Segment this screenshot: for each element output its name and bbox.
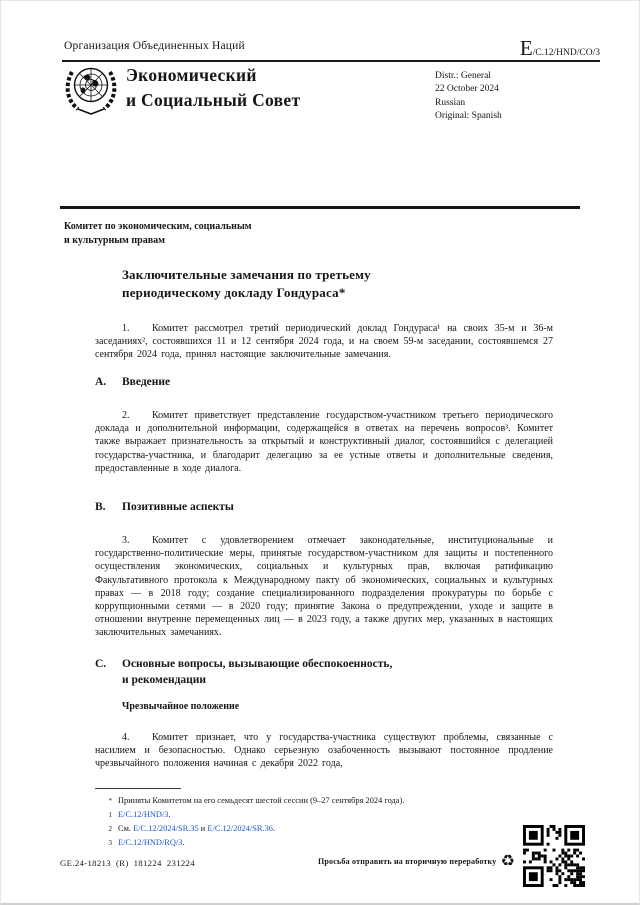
un-organization-name: Организация Объединенных Наций (64, 40, 245, 52)
paragraph-1-text: Комитет рассмотрел третий периодический доклад Гондураса¹ на своих 35-м и 36-м заседаниях², состоявшихся 11 и 12 сентября 2024 года, и на своем 59-м заседании, состоявшемся 27 сентября 2024 года, принял настоящие заключительные замечания. (95, 323, 553, 361)
paragraph-4-text: Комитет признает, что у государства-участника существуют проблемы, связанные с насилием и безопасностью. Однако серьезную озабоченность вызывают постоянное продление чрезвычайного положения начиная с декабря 2022 года, (95, 732, 553, 770)
section-c-letter: C. (95, 658, 107, 670)
footnote-marker: 2 (108, 825, 112, 833)
section-c-title (122, 657, 392, 688)
section-a-letter: A. (95, 376, 107, 388)
paragraph-1 (95, 322, 553, 362)
committee-name-line2: и культурным правам (64, 234, 165, 246)
council-title-line2: и Социальный Совет (126, 90, 301, 110)
paragraph-4 (95, 731, 553, 771)
document-title-line1: Заключительные замечания по третьему (122, 267, 371, 282)
footnote-text (118, 808, 171, 822)
distr-type: Distr.: General (435, 71, 491, 81)
section-b-heading (95, 500, 535, 516)
footnote-* (95, 794, 565, 808)
paragraph-3 (95, 534, 553, 640)
footnote-plain-text: . (273, 824, 276, 833)
recycle-icon: ♻ (500, 851, 515, 870)
section-c-title-line1: Основные вопросы, вызывающие обеспокоенность, (122, 658, 393, 670)
distribution-block (435, 70, 502, 123)
recycle-notice (318, 853, 515, 869)
council-title (126, 63, 300, 113)
footnotes (95, 794, 565, 850)
paragraph-2 (95, 409, 553, 475)
un-emblem-icon (62, 64, 120, 123)
footnote-separator (95, 788, 181, 789)
section-a-title: Введение (122, 376, 171, 388)
document-link[interactable]: E/C.12/2024/SR.35 (133, 824, 199, 833)
footnote-plain-text: . (182, 838, 185, 847)
paragraph-2-number: 2. (122, 410, 130, 421)
document-title-line2: периодическому докладу Гондураса* (122, 284, 346, 300)
ge-number: GE.24-18213 (R) 181224 231224 (60, 858, 195, 868)
document-link[interactable]: E/C.12/HND/3 (118, 810, 169, 819)
footnote-plain-text: . (168, 810, 171, 819)
document-symbol (520, 36, 600, 61)
subheading-state-of-emergency: Чрезвычайное положение (122, 701, 240, 712)
masthead-thick-rule (60, 206, 580, 209)
recycle-text: Просьба отправить на вторичную переработку (317, 856, 497, 866)
document-link[interactable]: E/C.12/2024/SR.36 (207, 824, 273, 833)
document-title (122, 266, 562, 301)
paragraph-3-text: Комитет с удовлетворением отмечает законодательные, институциональные и государственно-политические меры, принятые государством-участником для защиты и постепенного осуществления экономических, социальных и культурных прав, включая ратификацию Факультативного протокола к Международному пакту об экономических, социальных и культурных правах — в 2018 году; создание специализированного подразделения прокуратуры по борьбе с коррупционными сетями — в 2020 году; принятие Закона о предупреждении, уходе и защите в отношении внутренне перемещенных лиц — в 2023 году, а также других мер, указанных в настоящих заключительных замечаниях. (95, 535, 553, 639)
paragraph-1-number: 1. (122, 323, 130, 334)
paragraph-2-text: Комитет приветствует представление государством-участником третьего периодического доклада и дополнительной информации, содержащейся в ответах на перечень вопросов³. Комитет также выражает признательность за открытый и конструктивный диалог, состоявшийся с делегацией государства-участника, и благодарит делегацию за ее устные ответы и дополнительные сведения, предоставленные в ходе диалога. (95, 410, 553, 474)
paragraph-3-number: 3. (122, 535, 130, 546)
committee-name (64, 220, 252, 247)
header-rule (62, 60, 600, 62)
footnote-marker: 1 (108, 811, 112, 819)
qr-code (523, 825, 585, 887)
section-a-heading (95, 375, 535, 391)
section-b-title: Позитивные аспекты (122, 501, 234, 513)
footnote-plain-text: См. (118, 824, 134, 833)
section-c-heading (95, 657, 535, 688)
footnote-plain-text: и (198, 824, 208, 833)
council-title-line1: Экономический (126, 65, 257, 85)
footnote-marker: * (108, 797, 112, 805)
document-symbol-series: E (519, 36, 533, 60)
footnote-3 (95, 836, 565, 850)
footnote-plain-text: Приняты Комитетом на его семьдесят шестой сессии (9–27 сентября 2024 года). (118, 796, 405, 805)
section-c-title-line2: и рекомендации (122, 673, 207, 686)
footnote-text (118, 822, 275, 836)
section-b-letter: B. (95, 501, 106, 513)
paragraph-4-number: 4. (122, 732, 130, 743)
distr-original: Original: Spanish (435, 110, 502, 121)
footnote-text (118, 794, 404, 808)
footnote-marker: 3 (108, 839, 112, 847)
footnote-2 (95, 822, 565, 836)
footnote-1 (95, 808, 565, 822)
distr-date: 22 October 2024 (435, 84, 499, 95)
footnote-text (118, 836, 185, 850)
distr-language: Russian (435, 97, 466, 108)
document-link[interactable]: E/C.12/HND/RQ/3 (118, 838, 183, 847)
document-symbol-number: /C.12/HND/CO/3 (532, 48, 600, 58)
committee-name-line1: Комитет по экономическим, социальным (64, 221, 252, 232)
